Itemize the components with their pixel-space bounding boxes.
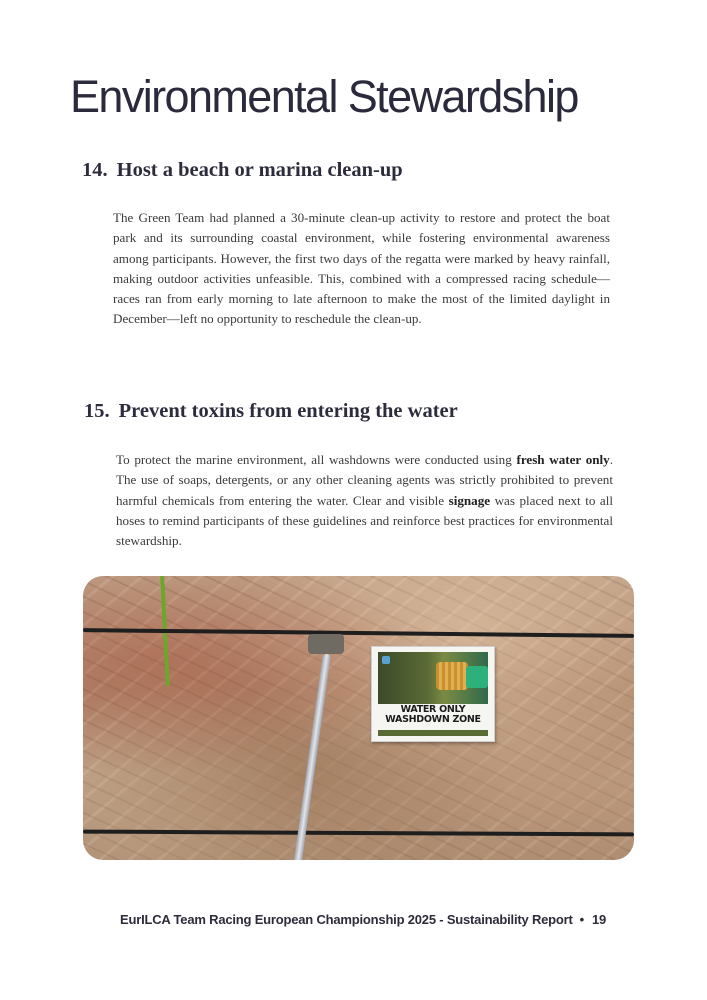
bold-text-fresh-water: fresh water only — [516, 452, 610, 467]
washdown-photo — [83, 576, 634, 860]
hose-icon — [466, 666, 488, 688]
hose — [292, 653, 331, 860]
text-run: . The use of soaps, detergents, or any other cleaning agents was strictly prohibited to prevent harmful chemicals from entering the water. Clear and visible — [116, 452, 613, 508]
footer-text: EurILCA Team Racing European Championship 2025 - Sustainability Report — [120, 912, 573, 927]
section-title: Host a beach or marina clean-up — [116, 159, 403, 181]
pipe-bottom — [83, 830, 634, 837]
section-14-paragraph: The Green Team had planned a 30-minute clean-up activity to restore and protect the boat park and its surrounding coastal environment, while fostering environmental awareness among participants. However, the first two days of the regatta were marked by heavy rainfall, making outdoor activities unfeasible. This, combined with a compressed racing schedule—races ran from early morning to late afternoon to make the most of the limited daylight in December—left no opportunity to reschedule the clean-up. — [113, 210, 610, 327]
sign-image — [378, 652, 488, 704]
logo-icon — [382, 656, 390, 664]
bold-text-signage: signage — [448, 492, 491, 508]
washdown-sign — [371, 646, 495, 742]
section-number: 15. — [84, 400, 110, 422]
section-title: Prevent toxins from entering the water — [118, 400, 458, 422]
section-heading-14 — [82, 158, 403, 183]
text-run: was placed next to all hoses to remind participants of these guidelines and reinforce best practices for environmental stewardship. — [116, 492, 613, 549]
sign-text: WATER ONLY WASHDOWN ZONE — [385, 704, 481, 725]
tap-icon — [308, 634, 344, 654]
page-number: 19 — [592, 912, 607, 927]
section-heading-15 — [84, 399, 458, 424]
page-footer — [120, 912, 606, 927]
hose-nozzle-icon — [436, 662, 468, 690]
text-run: To protect the marine environment, all washdowns were conducted using — [116, 452, 517, 467]
footer-separator: • — [579, 912, 584, 927]
section-number: 14. — [82, 159, 108, 181]
sign-strip — [378, 730, 488, 736]
page-title: Environmental Stewardship — [70, 71, 578, 122]
section-15-paragraph — [116, 450, 613, 551]
